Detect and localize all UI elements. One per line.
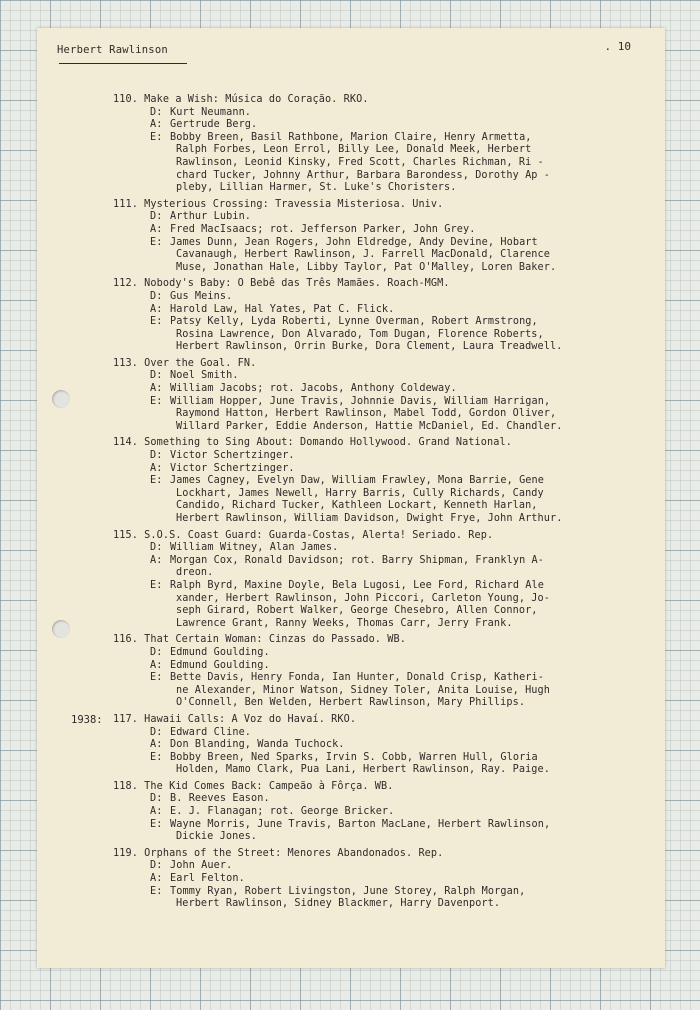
credit-line	[37, 132, 665, 145]
credit-text: Harold Law, Hal Yates, Pat C. Flick.	[170, 303, 395, 315]
credit-continuation	[37, 488, 665, 501]
credit-label: D:	[150, 370, 163, 382]
credit-text: Herbert Rawlinson, Sidney Blackmer, Harry Davenport.	[176, 898, 501, 910]
credit-text: Edward Cline.	[170, 726, 252, 738]
credit-text: Edmund Goulding.	[170, 659, 270, 671]
film-title-line	[37, 781, 665, 794]
credit-label: D:	[150, 450, 163, 462]
film-title: Mysterious Crossing: Travessia Misteriosa. Univ.	[144, 198, 444, 210]
entry-number: 116.	[113, 634, 138, 646]
running-head-underline	[59, 63, 187, 64]
credit-continuation	[37, 605, 665, 618]
film-entry	[37, 848, 665, 911]
credit-line	[37, 450, 665, 463]
credit-label: D:	[150, 726, 163, 738]
credit-continuation	[37, 898, 665, 911]
document-page	[37, 28, 665, 968]
credit-line	[37, 555, 665, 568]
credit-continuation	[37, 421, 665, 434]
credit-text: Arthur Lubin.	[170, 211, 252, 223]
credit-text: James Cagney, Evelyn Daw, William Frawley, Mona Barrie, Gene	[170, 475, 545, 487]
credit-text: Rosina Lawrence, Don Alvarado, Tom Dugan, Florence Roberts,	[176, 328, 544, 340]
credit-text: xander, Herbert Rawlinson, John Piccori, Carleton Young, Jo-	[176, 592, 551, 604]
credit-text: Gus Meins.	[170, 290, 233, 302]
entry-number: 118.	[113, 780, 138, 792]
film-entry	[37, 358, 665, 434]
credit-text: Muse, Jonathan Hale, Libby Taylor, Pat O'Malley, Loren Baker.	[176, 261, 557, 273]
credit-line	[37, 224, 665, 237]
film-title-line	[37, 634, 665, 647]
film-title-line	[37, 94, 665, 107]
credit-continuation	[37, 182, 665, 195]
credit-label: A:	[150, 303, 163, 315]
credit-text: Fred MacIsaacs; rot. Jefferson Parker, John Grey.	[170, 223, 476, 235]
credit-line	[37, 739, 665, 752]
credit-label: A:	[150, 659, 163, 671]
credit-line	[37, 580, 665, 593]
credit-continuation	[37, 618, 665, 631]
credit-text: Raymond Hatton, Herbert Rawlinson, Mabel Todd, Gordon Oliver,	[176, 408, 557, 420]
credit-text: William Jacobs; rot. Jacobs, Anthony Coldeway.	[170, 383, 457, 395]
credit-line	[37, 291, 665, 304]
credit-text: James Dunn, Jean Rogers, John Eldredge, Andy Devine, Hobart	[170, 236, 538, 248]
entry-number: 114.	[113, 437, 138, 449]
credit-continuation	[37, 593, 665, 606]
credit-label: E:	[150, 236, 163, 248]
credit-continuation	[37, 249, 665, 262]
credit-text: ne Alexander, Minor Watson, Sidney Toler, Anita Louise, Hugh	[176, 684, 551, 696]
film-title: S.O.S. Coast Guard: Guarda-Costas, Alerta! Seriado. Rep.	[144, 529, 494, 541]
credit-text: Tommy Ryan, Robert Livingston, June Storey, Ralph Morgan,	[170, 885, 526, 897]
film-title: Hawaii Calls: A Voz do Havaí. RKO.	[144, 713, 357, 725]
credit-label: E:	[150, 316, 163, 328]
film-title-line	[37, 530, 665, 543]
film-title-line	[37, 437, 665, 450]
film-title: Orphans of the Street: Menores Abandonados. Rep.	[144, 847, 444, 859]
credit-text: E. J. Flanagan; rot. George Bricker.	[170, 806, 395, 818]
credit-text: Victor Schertzinger.	[170, 462, 295, 474]
film-entry	[37, 714, 665, 777]
credit-text: William Witney, Alan James.	[170, 542, 339, 554]
credit-text: Bobby Breen, Ned Sparks, Irvin S. Cobb, Warren Hull, Gloria	[170, 751, 538, 763]
credit-text: Victor Schertzinger.	[170, 450, 295, 462]
credit-text: Dickie Jones.	[176, 831, 258, 843]
film-title: Nobody's Baby: O Bebê das Três Mamães. Roach-MGM.	[144, 278, 450, 290]
page-number: . 10	[604, 40, 631, 53]
credit-text: Ralph Forbes, Leon Errol, Billy Lee, Donald Meek, Herbert	[176, 144, 532, 156]
credit-label: E:	[150, 885, 163, 897]
credit-label: A:	[150, 462, 163, 474]
film-title-line	[37, 848, 665, 861]
credit-text: seph Girard, Robert Walker, George Chesebro, Allen Connor,	[176, 605, 538, 617]
credit-text: Herbert Rawlinson, William Davidson, Dwight Frye, John Arthur.	[176, 513, 563, 524]
credit-label: D:	[150, 793, 163, 805]
film-entry	[37, 278, 665, 354]
film-title-line	[37, 714, 665, 727]
film-title-line	[37, 278, 665, 291]
credit-line	[37, 672, 665, 685]
credit-text: Noel Smith.	[170, 370, 239, 382]
credit-label: D:	[150, 860, 163, 872]
credit-continuation	[37, 157, 665, 170]
credit-line	[37, 107, 665, 120]
credit-label: E:	[150, 579, 163, 591]
credit-text: B. Reeves Eason.	[170, 793, 270, 805]
credit-text: Morgan Cox, Ronald Davidson; rot. Barry Shipman, Franklyn A-	[170, 554, 545, 566]
entry-number: 113.	[113, 357, 138, 369]
credit-label: E:	[150, 818, 163, 830]
credit-label: D:	[150, 542, 163, 554]
credit-line	[37, 475, 665, 488]
credit-label: D:	[150, 211, 163, 223]
credit-label: D:	[150, 106, 163, 118]
entry-number: 112.	[113, 278, 138, 290]
credit-text: Lockhart, James Newell, Harry Barris, Cully Richards, Candy	[176, 487, 544, 499]
entry-number: 110.	[113, 94, 138, 105]
film-title: The Kid Comes Back: Campeão à Fôrça. WB.	[144, 780, 394, 792]
credit-continuation	[37, 408, 665, 421]
credit-line	[37, 727, 665, 740]
credit-label: E:	[150, 131, 163, 143]
credit-label: A:	[150, 383, 163, 395]
credit-text: Edmund Goulding.	[170, 646, 270, 658]
year-marker: 1938:	[71, 713, 103, 726]
credit-label: D:	[150, 646, 163, 658]
credit-label: A:	[150, 806, 163, 818]
credit-continuation	[37, 764, 665, 777]
credit-continuation	[37, 170, 665, 183]
credit-line	[37, 383, 665, 396]
film-entry	[37, 94, 665, 195]
credit-text: John Auer.	[170, 860, 233, 872]
credit-line	[37, 660, 665, 673]
credit-label: A:	[150, 554, 163, 566]
film-title-line	[37, 199, 665, 212]
credit-continuation	[37, 697, 665, 710]
credit-label: E:	[150, 751, 163, 763]
credit-continuation	[37, 262, 665, 275]
film-title: Make a Wish: Música do Coração. RKO.	[144, 94, 369, 105]
film-title: Over the Goal. FN.	[144, 357, 257, 369]
credit-text: Cavanaugh, Herbert Rawlinson, J. Farrell MacDonald, Clarence	[176, 249, 551, 261]
credit-line	[37, 819, 665, 832]
credit-text: Herbert Rawlinson, Orrin Burke, Dora Clement, Laura Treadwell.	[176, 341, 563, 353]
credit-continuation	[37, 831, 665, 844]
credit-line	[37, 542, 665, 555]
film-title-line	[37, 358, 665, 371]
credit-text: Lawrence Grant, Ranny Weeks, Thomas Carr, Jerry Frank.	[176, 617, 513, 629]
credit-label: E:	[150, 475, 163, 487]
credit-text: Earl Felton.	[170, 873, 245, 885]
credit-line	[37, 873, 665, 886]
film-entry	[37, 634, 665, 710]
credit-text: O'Connell, Ben Welden, Herbert Rawlinson, Mary Phillips.	[176, 697, 526, 709]
credit-text: Holden, Mamo Clark, Pua Lani, Herbert Rawlinson, Ray. Paige.	[176, 764, 551, 776]
credit-line	[37, 304, 665, 317]
credit-text: Willard Parker, Eddie Anderson, Hattie McDaniel, Ed. Chandler.	[176, 420, 563, 432]
credit-label: A:	[150, 739, 163, 751]
credit-label: D:	[150, 290, 163, 302]
credit-text: Bette Davis, Henry Fonda, Ian Hunter, Donald Crisp, Katheri-	[170, 672, 545, 684]
credit-continuation	[37, 341, 665, 354]
credit-text: Rawlinson, Leonid Kinsky, Fred Scott, Charles Richman, Ri -	[176, 156, 544, 168]
filmography-list	[37, 94, 665, 915]
entry-number: 119.	[113, 847, 138, 859]
film-entry	[37, 530, 665, 631]
credit-line	[37, 316, 665, 329]
credit-line	[37, 752, 665, 765]
credit-label: E:	[150, 672, 163, 684]
credit-text: dreon.	[176, 567, 214, 579]
film-entry	[37, 199, 665, 275]
credit-line	[37, 119, 665, 132]
credit-line	[37, 886, 665, 899]
credit-text: pleby, Lillian Harmer, St. Luke's Choristers.	[176, 182, 457, 194]
credit-text: Kurt Neumann.	[170, 106, 252, 118]
credit-continuation	[37, 329, 665, 342]
credit-text: Don Blanding, Wanda Tuchock.	[170, 739, 345, 751]
credit-text: Ralph Byrd, Maxine Doyle, Bela Lugosi, Lee Ford, Richard Ale	[170, 579, 545, 591]
credit-line	[37, 370, 665, 383]
film-title: That Certain Woman: Cinzas do Passado. WB.	[144, 634, 406, 646]
credit-label: E:	[150, 395, 163, 407]
credit-text: chard Tucker, Johnny Arthur, Barbara Barondess, Dorothy Ap -	[176, 169, 551, 181]
credit-text: Wayne Morris, June Travis, Barton MacLane, Herbert Rawlinson,	[170, 818, 551, 830]
credit-text: Candido, Richard Tucker, Kathleen Lockart, Kenneth Harlan,	[176, 500, 538, 512]
credit-label: A:	[150, 873, 163, 885]
credit-continuation	[37, 513, 665, 526]
credit-line	[37, 396, 665, 409]
credit-continuation	[37, 500, 665, 513]
credit-text: Gertrude Berg.	[170, 119, 258, 131]
film-title: Something to Sing About: Domando Hollywood. Grand National.	[144, 437, 512, 449]
credit-text: William Hopper, June Travis, Johnnie Davis, William Harrigan,	[170, 395, 551, 407]
credit-line	[37, 237, 665, 250]
credit-label: A:	[150, 119, 163, 131]
credit-continuation	[37, 144, 665, 157]
credit-line	[37, 463, 665, 476]
entry-number: 117.	[113, 713, 138, 725]
credit-label: A:	[150, 223, 163, 235]
credit-text: Patsy Kelly, Lyda Roberti, Lynne Overman, Robert Armstrong,	[170, 316, 538, 328]
credit-line	[37, 793, 665, 806]
film-entry	[37, 437, 665, 525]
credit-continuation	[37, 685, 665, 698]
credit-line	[37, 806, 665, 819]
running-head: Herbert Rawlinson	[57, 44, 168, 56]
film-entry	[37, 781, 665, 844]
credit-continuation	[37, 567, 665, 580]
credit-line	[37, 860, 665, 873]
entry-number: 111.	[113, 198, 138, 210]
credit-text: Bobby Breen, Basil Rathbone, Marion Claire, Henry Armetta,	[170, 131, 532, 143]
credit-line	[37, 647, 665, 660]
credit-line	[37, 211, 665, 224]
entry-number: 115.	[113, 529, 138, 541]
